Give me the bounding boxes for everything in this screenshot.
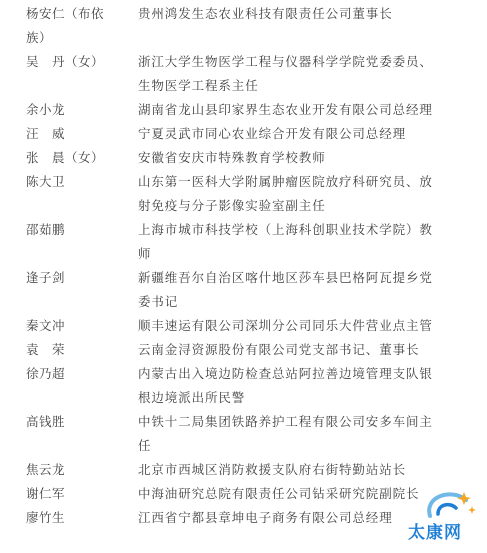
person-name (26, 510, 65, 534)
affiliation-line: 宁夏灵武市同心农业综合开发有限公司总经理 (138, 126, 407, 141)
affiliation-line: 湖南省龙山县印家界生态农业开发有限公司总经理 (138, 102, 433, 117)
person-name-line: 谢仁军 (26, 486, 66, 501)
person-affiliation (138, 54, 433, 102)
affiliation-line: 安徽省安庆市特殊教育学校教师 (138, 150, 326, 165)
affiliation-line: 北京市西城区消防救援支队府右街特勤站站长 (138, 462, 407, 477)
person-name-line: 汪 威 (26, 126, 66, 141)
person-name (26, 54, 104, 78)
person-name (26, 318, 65, 342)
person-name (26, 366, 65, 390)
affiliation-line: 浙江大学生物医学工程与仪器科学学院党委委员、 (138, 54, 433, 69)
person-name-line: 张 晨（女） (26, 150, 105, 165)
person-name (26, 486, 65, 510)
person-affiliation (138, 102, 433, 126)
person-name-line: 杨安仁（布依 (26, 6, 105, 21)
person-affiliation (138, 126, 406, 150)
affiliation-line: 上海市城市科技学校（上海科创职业技术学院）教 (138, 222, 433, 237)
person-name-line: 高钱胜 (26, 414, 66, 429)
person-affiliation (138, 6, 393, 30)
person-affiliation (138, 270, 433, 318)
affiliation-line: 根边境派出所民警 (138, 390, 246, 405)
person-name (26, 414, 65, 438)
person-name-line: 廖竹生 (26, 510, 66, 525)
affiliation-line: 新疆维吾尔自治区喀什地区莎车县巴格阿瓦提乡党 (138, 270, 433, 285)
affiliation-line: 中铁十二局集团铁路养护工程有限公司安多车间主 (138, 414, 433, 429)
person-affiliation (138, 486, 419, 510)
affiliation-line: 贵州鸿发生态农业科技有限责任公司董事长 (138, 6, 393, 21)
person-name-line: 余小龙 (26, 102, 66, 117)
person-affiliation (138, 462, 406, 486)
affiliation-line: 生物医学工程系主任 (138, 78, 259, 93)
affiliation-line: 顺丰速运有限公司深圳分公司同乐大件营业点主管 (138, 318, 433, 333)
person-affiliation (138, 342, 419, 366)
person-affiliation (138, 366, 433, 414)
person-affiliation (138, 318, 433, 342)
affiliation-line: 中海油研究总院有限责任公司钻采研究院副院长 (138, 486, 420, 501)
affiliation-line: 任 (138, 438, 152, 453)
person-name (26, 222, 65, 246)
person-name-line: 陈大卫 (26, 174, 66, 189)
affiliation-line: 山东第一医科大学附属肿瘤医院放疗科研究员、放 (138, 174, 433, 189)
affiliation-line: 内蒙古出入境边防检查总站阿拉善边境管理支队银 (138, 366, 433, 381)
person-name (26, 126, 65, 150)
affiliation-line: 委书记 (138, 294, 179, 309)
watermark-text: 太康网 (408, 523, 462, 543)
person-name (26, 6, 104, 54)
person-name-line: 徐乃超 (26, 366, 66, 381)
person-affiliation (138, 510, 393, 534)
affiliation-line: 江西省宁都县章坤电子商务有限公司总经理 (138, 510, 393, 525)
person-name (26, 342, 65, 366)
person-name (26, 102, 65, 126)
affiliation-line: 师 (138, 246, 152, 261)
person-name-line: 吴 丹（女） (26, 54, 105, 69)
person-affiliation (138, 414, 433, 462)
person-name-line: 逢子剑 (26, 270, 66, 285)
person-name (26, 462, 65, 486)
person-affiliation (138, 150, 326, 174)
person-name (26, 174, 65, 198)
person-affiliation (138, 174, 433, 222)
person-name-line: 袁 荣 (26, 342, 66, 357)
person-name (26, 150, 104, 174)
person-name (26, 270, 65, 294)
person-name-line: 焦云龙 (26, 462, 66, 477)
person-name-line: 邵茹鹏 (26, 222, 66, 237)
person-affiliation (138, 222, 433, 270)
person-name-line: 族） (26, 30, 53, 45)
person-name-line: 秦文冲 (26, 318, 66, 333)
affiliation-line: 射免疫与分子影像实验室副主任 (138, 198, 326, 213)
affiliation-line: 云南金浔资源股份有限公司党支部书记、董事长 (138, 342, 420, 357)
